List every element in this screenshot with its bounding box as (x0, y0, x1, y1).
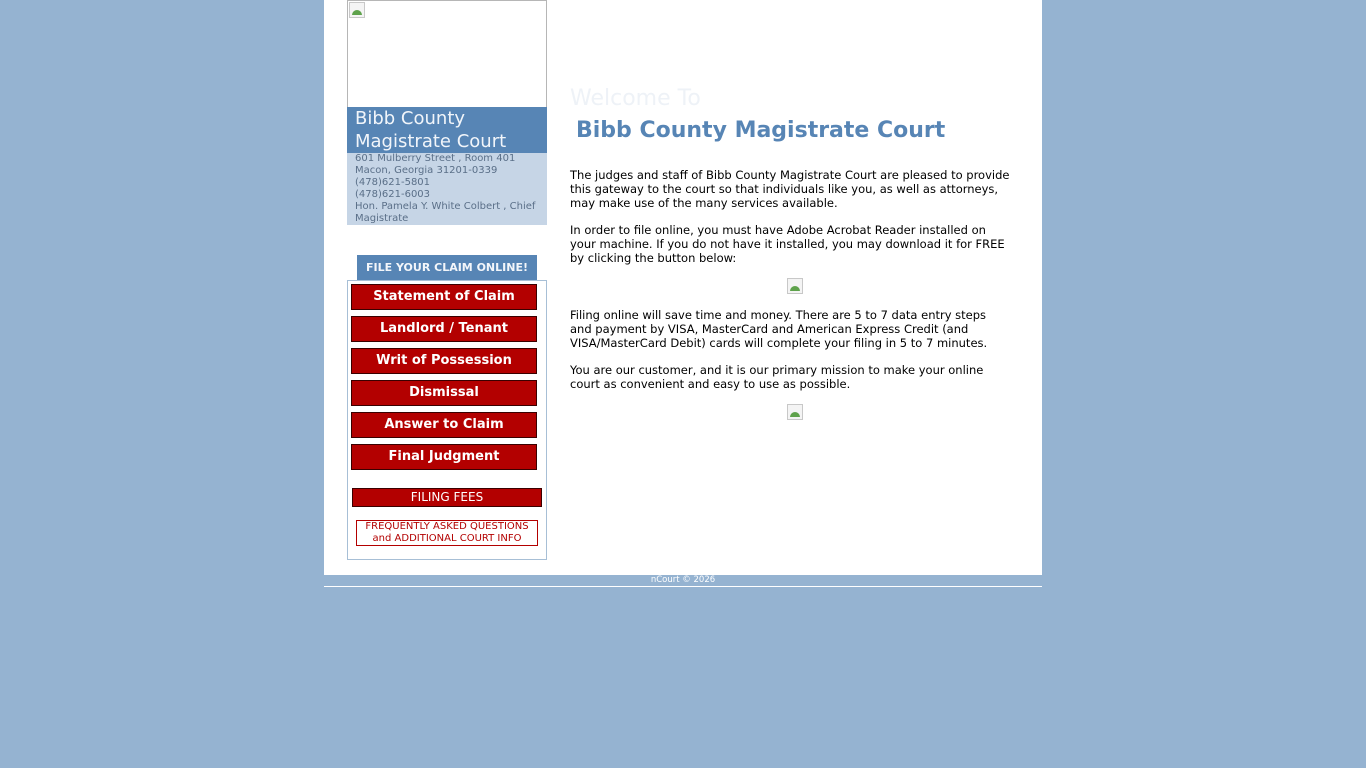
faq-line1: FREQUENTLY ASKED QUESTIONS (365, 521, 529, 532)
court-name-banner (347, 107, 547, 153)
broken-image-icon (349, 2, 365, 18)
acrobat-download-link[interactable] (570, 278, 1010, 294)
court-contact-info (347, 153, 547, 225)
acrobat-paragraph: In order to file online, you must have Adobe Acrobat Reader installed on your machine. If you do not have it installed, you may download it for FREE by clicking the button below: (570, 223, 1005, 265)
sidebar (347, 0, 547, 560)
answer-to-claim-button[interactable]: Answer to Claim (351, 412, 537, 438)
faq-court-info-button[interactable] (356, 520, 538, 546)
claim-options-box (347, 280, 547, 560)
phone-1: (478)621-5801 (355, 177, 431, 188)
statement-of-claim-button[interactable]: Statement of Claim (351, 284, 537, 310)
bottom-image (570, 404, 1010, 420)
address-line1: 601 Mulberry Street , Room 401 (355, 153, 516, 164)
broken-image-icon (787, 404, 803, 420)
court-name-line1: Bibb County (355, 108, 466, 129)
page-container (324, 0, 1042, 575)
phone-2: (478)621-6003 (355, 189, 431, 200)
intro-paragraph: The judges and staff of Bibb County Magistrate Court are pleased to provide this gateway to the court so that individuals like you, as well as attorneys, may make use of the many services available. (570, 168, 1010, 210)
court-name-line2: Magistrate Court (355, 131, 507, 152)
filing-fees-button[interactable]: FILING FEES (352, 488, 542, 507)
footer-divider (324, 586, 1042, 587)
landlord-tenant-button[interactable]: Landlord / Tenant (351, 316, 537, 342)
judge-line1: Hon. Pamela Y. White Colbert , Chief (355, 201, 536, 212)
faq-line2: and ADDITIONAL COURT INFO (372, 533, 522, 544)
welcome-heading: Welcome To (570, 86, 701, 111)
judge-line2: Magistrate (355, 213, 409, 224)
page-title: Bibb County Magistrate Court (576, 118, 946, 143)
writ-of-possession-button[interactable]: Writ of Possession (351, 348, 537, 374)
dismissal-button[interactable]: Dismissal (351, 380, 537, 406)
file-claim-online-header: FILE YOUR CLAIM ONLINE! (357, 255, 537, 280)
mission-paragraph: You are our customer, and it is our primary mission to make your online court as convenient and easy to use as possible. (570, 363, 984, 391)
main-content (570, 84, 1010, 420)
court-logo-image (347, 0, 547, 107)
address-line2: Macon, Georgia 31201-0339 (355, 165, 498, 176)
filing-info-paragraph: Filing online will save time and money. There are 5 to 7 data entry steps and payment by VISA, MasterCard and American Express Credit (and VISA/MasterCard Debit) cards will complete your filing in 5 to 7 minutes. (570, 308, 988, 350)
footer-copyright: nCourt © 2026 (650, 575, 716, 585)
acrobat-download-image-icon[interactable] (787, 278, 803, 294)
final-judgment-button[interactable]: Final Judgment (351, 444, 537, 470)
